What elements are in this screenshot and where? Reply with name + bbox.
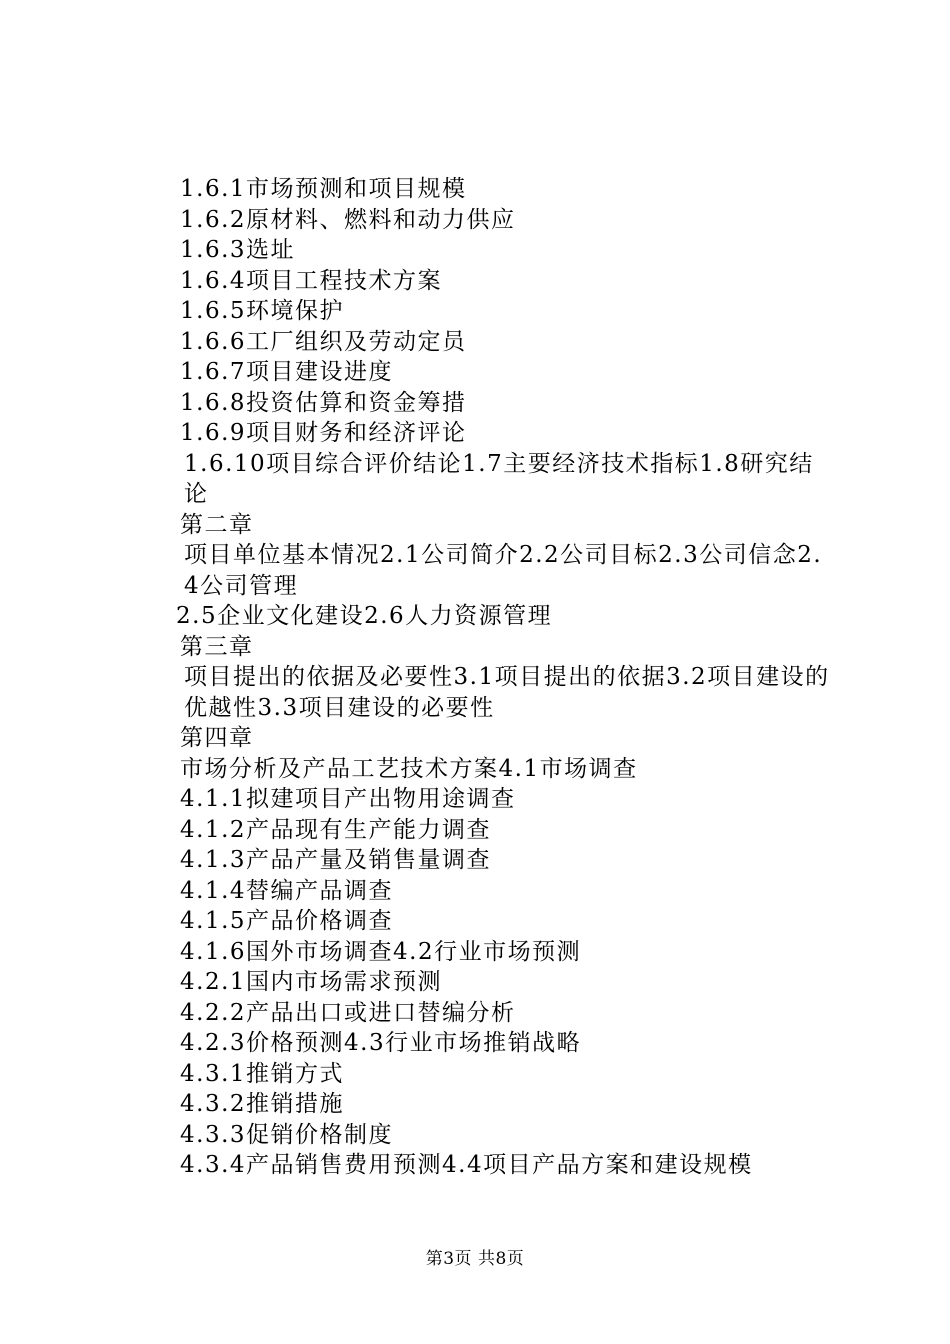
document-line: 4.1.3产品产量及销售量调查 bbox=[180, 847, 492, 873]
document-line: 4.3.2推销措施 bbox=[180, 1091, 345, 1117]
document-line: 2.5企业文化建设2.6人力资源管理 bbox=[176, 603, 553, 629]
document-line: 4.1.5产品价格调查 bbox=[180, 908, 394, 934]
document-line: 4.3.1推销方式 bbox=[180, 1060, 345, 1087]
document-line: 4.3.3促销价格制度 bbox=[180, 1121, 394, 1148]
document-line: 1.6.9项目财务和经济评论 bbox=[180, 420, 467, 446]
document-line: 4.3.4产品销售费用预测4.4项目产品方案和建设规模 bbox=[180, 1152, 753, 1178]
document-line: 第二章 bbox=[180, 511, 254, 538]
document-line: 1.6.10项目综合评价结论1.7主要经济技术指标1.8研究结论 bbox=[184, 450, 814, 507]
document-line: 4.1.4替编产品调查 bbox=[180, 877, 394, 904]
document-line: 4.2.2产品出口或进口替编分析 bbox=[180, 999, 516, 1026]
document-line: 1.6.3选址 bbox=[180, 237, 296, 263]
document-line: 4.2.1国内市场需求预测 bbox=[180, 969, 443, 995]
document-line: 4.1.1拟建项目产出物用途调查 bbox=[180, 786, 516, 812]
document-line: 1.6.7项目建设进度 bbox=[180, 359, 394, 385]
document-line: 1.6.2原材料、燃料和动力供应 bbox=[180, 206, 516, 233]
document-line: 1.6.6工厂组织及劳动定员 bbox=[180, 328, 467, 355]
document-line: 项目单位基本情况2.1公司简介2.2公司目标2.3公司信念2.4公司管理 bbox=[184, 542, 823, 599]
page-footer: 第3页 共8页 bbox=[425, 1249, 525, 1269]
document-line: 1.6.5环境保护 bbox=[180, 298, 345, 324]
document-line: 市场分析及产品工艺技术方案4.1市场调查 bbox=[180, 755, 638, 782]
document-line: 4.1.6国外市场调查4.2行业市场预测 bbox=[180, 938, 582, 965]
document-line: 4.1.2产品现有生产能力调查 bbox=[180, 816, 492, 843]
document-body bbox=[130, 174, 832, 1181]
document-line: 1.6.1市场预测和项目规模 bbox=[180, 176, 467, 202]
document-line: 1.6.4项目工程技术方案 bbox=[180, 267, 443, 294]
document-line: 第三章 bbox=[180, 633, 254, 660]
document-line: 项目提出的依据及必要性3.1项目提出的依据3.2项目建设的优越性3.3项目建设的必要性 bbox=[184, 664, 830, 721]
document-line: 第四章 bbox=[180, 725, 254, 751]
document-line: 4.2.3价格预测4.3行业市场推销战略 bbox=[180, 1030, 582, 1056]
document-line: 1.6.8投资估算和资金筹措 bbox=[180, 389, 467, 416]
